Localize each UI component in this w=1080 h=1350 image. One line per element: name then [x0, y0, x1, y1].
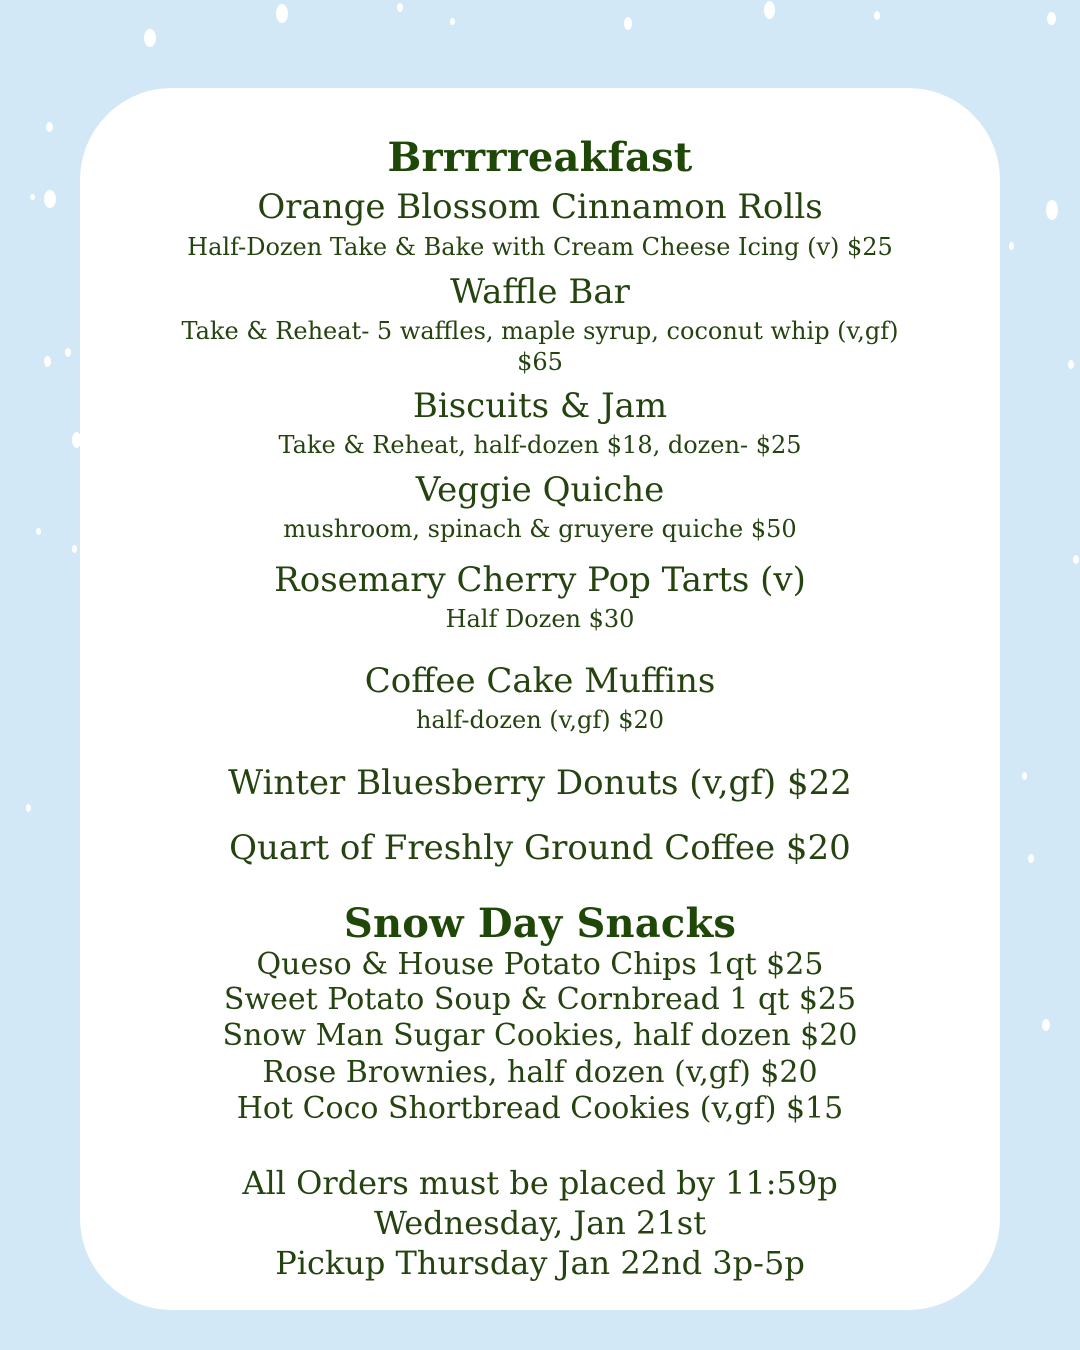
snowflake — [46, 122, 53, 132]
item-waffle-bar-price: $65 — [517, 348, 563, 376]
order-deadline: All Orders must be placed by 11:59p — [242, 1164, 838, 1202]
item-coffee-cake-muffins-detail: half-dozen (v,gf) $20 — [415, 706, 665, 734]
snowflake — [450, 18, 455, 25]
snack-item: Sweet Potato Soup & Cornbread 1 qt $25 — [223, 982, 857, 1017]
item-waffle-bar-detail: Take & Reheat- 5 waffles, maple syrup, coconut whip (v,gf) — [181, 317, 899, 345]
snack-item: Snow Man Sugar Cookies, half dozen $20 — [222, 1018, 858, 1053]
snowflake — [874, 11, 880, 20]
snowflake — [44, 356, 51, 367]
pickup-info: Pickup Thursday Jan 22nd 3p-5p — [275, 1244, 805, 1282]
item-coffee: Quart of Freshly Ground Coffee $20 — [229, 828, 851, 868]
snack-item: Queso & House Potato Chips 1qt $25 — [256, 947, 824, 982]
snowflake — [44, 190, 56, 208]
item-biscuits-jam: Biscuits & Jam — [412, 386, 668, 426]
item-waffle-bar: Waffle Bar — [450, 272, 630, 312]
snowflake — [1046, 200, 1058, 220]
item-pop-tarts: Rosemary Cherry Pop Tarts (v) — [274, 560, 806, 600]
snowflake — [1022, 772, 1027, 780]
snowflake — [1028, 854, 1034, 863]
snack-item: Hot Coco Shortbread Cookies (v,gf) $15 — [236, 1091, 844, 1126]
menu-card — [80, 88, 1000, 1310]
snowflake — [26, 804, 31, 812]
order-deadline-date: Wednesday, Jan 21st — [373, 1204, 707, 1242]
snowflake — [65, 348, 71, 357]
item-coffee-cake-muffins: Coffee Cake Muffins — [364, 661, 716, 701]
snowflake — [1068, 360, 1074, 369]
snowflake — [397, 3, 403, 12]
snowflake — [1073, 555, 1079, 564]
item-veggie-quiche-detail: mushroom, spinach & gruyere quiche $50 — [283, 515, 797, 543]
snowflake — [36, 528, 41, 535]
snacks-heading: Snow Day Snacks — [343, 900, 737, 947]
snowflake — [1042, 1019, 1050, 1031]
snowflake — [30, 194, 35, 200]
snowflake — [276, 4, 288, 23]
snowflake — [144, 29, 156, 47]
item-cinnamon-rolls: Orange Blossom Cinnamon Rolls — [257, 187, 823, 227]
item-pop-tarts-detail: Half Dozen $30 — [445, 605, 635, 633]
breakfast-heading: Brrrrreakfast — [387, 134, 693, 181]
snack-item: Rose Brownies, half dozen (v,gf) $20 — [262, 1055, 818, 1090]
snowflake — [72, 545, 77, 553]
item-veggie-quiche: Veggie Quiche — [415, 470, 665, 510]
snowflake — [1009, 242, 1014, 250]
snowflake — [1047, 12, 1056, 25]
item-cinnamon-rolls-detail: Half-Dozen Take & Bake with Cream Cheese Icing (v) $25 — [187, 233, 893, 261]
snowflake — [624, 17, 632, 30]
item-biscuits-jam-detail: Take & Reheat, half-dozen $18, dozen- $25 — [278, 431, 802, 459]
item-donuts: Winter Bluesberry Donuts (v,gf) $22 — [228, 763, 852, 803]
snowflake — [764, 1, 775, 19]
